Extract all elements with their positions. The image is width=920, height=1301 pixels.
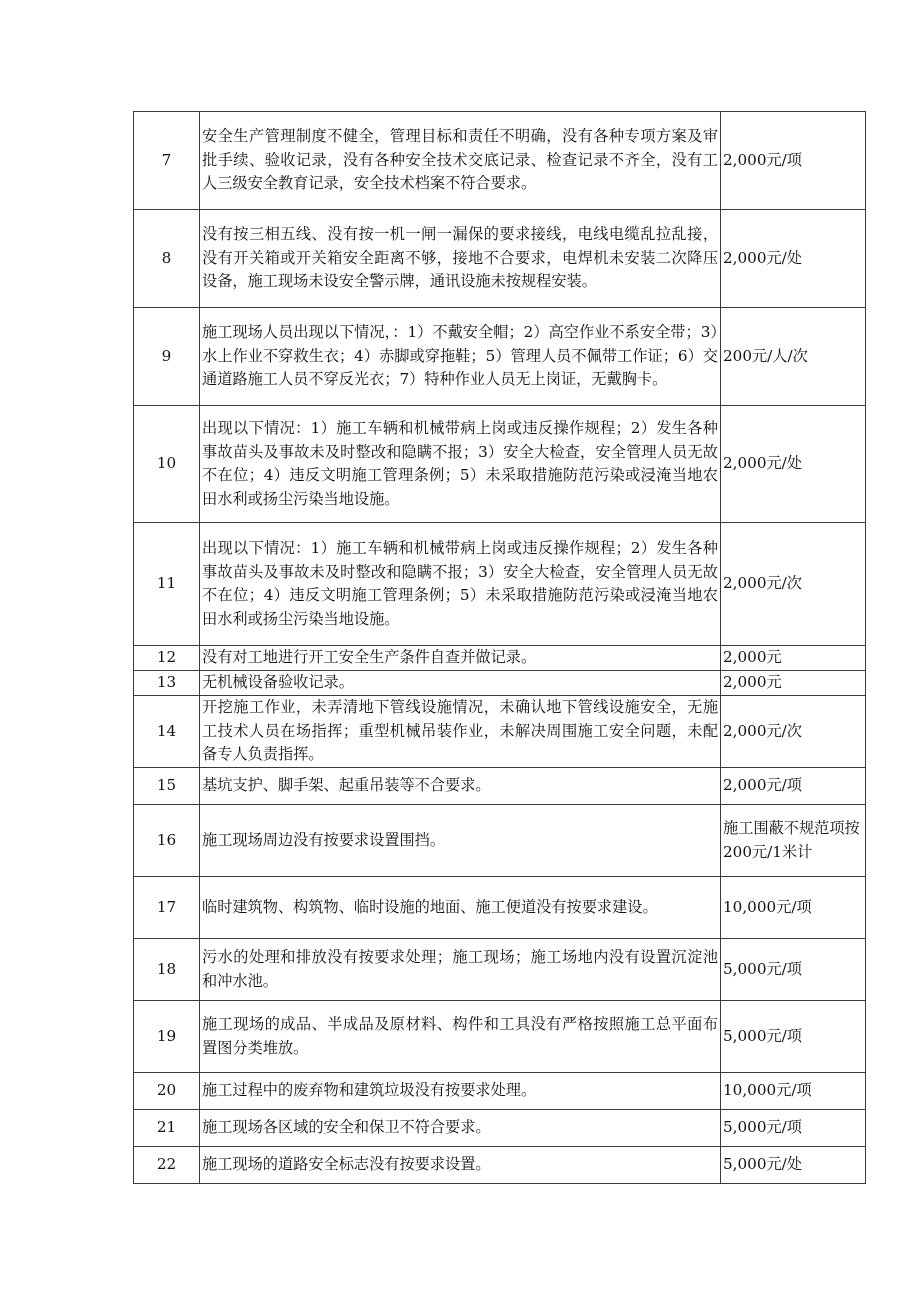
violation-description: 临时建筑物、构筑物、临时设施的地面、施工便道没有按要求建设。 <box>200 877 721 939</box>
penalty-amount: 2,000元/项 <box>721 112 866 210</box>
row-number: 15 <box>134 768 200 805</box>
violation-description: 施工现场的成品、半成品及原材料、构件和工具没有严格按照施工总平面布置图分类堆放。 <box>200 1001 721 1073</box>
table-row <box>134 1001 866 1073</box>
row-number: 21 <box>134 1110 200 1147</box>
row-number: 9 <box>134 308 200 406</box>
row-number: 22 <box>134 1147 200 1184</box>
penalty-amount: 5,000元/项 <box>721 939 866 1001</box>
row-number: 12 <box>134 646 200 671</box>
violation-description: 基坑支护、脚手架、起重吊装等不合要求。 <box>200 768 721 805</box>
violation-description: 安全生产管理制度不健全，管理目标和责任不明确，没有各种专项方案及审批手续、验收记录，没有各种安全技术交底记录、检查记录不齐全，没有工人三级安全教育记录，安全技术档案不符合要求。 <box>200 112 721 210</box>
table-row <box>134 671 866 696</box>
table-row <box>134 406 866 523</box>
row-number: 7 <box>134 112 200 210</box>
table-row <box>134 939 866 1001</box>
row-number: 10 <box>134 406 200 523</box>
penalty-amount: 2,000元/次 <box>721 696 866 768</box>
penalty-amount: 10,000元/项 <box>721 1073 866 1110</box>
violation-description: 施工过程中的废弃物和建筑垃圾没有按要求处理。 <box>200 1073 721 1110</box>
row-number: 11 <box>134 523 200 646</box>
row-number: 13 <box>134 671 200 696</box>
table-row <box>134 1073 866 1110</box>
table-row <box>134 112 866 210</box>
penalty-amount: 5,000元/项 <box>721 1110 866 1147</box>
violation-description: 没有对工地进行开工安全生产条件自查并做记录。 <box>200 646 721 671</box>
penalty-table <box>133 111 866 1184</box>
violation-description: 无机械设备验收记录。 <box>200 671 721 696</box>
penalty-amount: 2,000元/处 <box>721 406 866 523</box>
violation-description: 施工现场周边没有按要求设置围挡。 <box>200 805 721 877</box>
table-row <box>134 696 866 768</box>
violation-description: 没有按三相五线、没有按一机一闸一漏保的要求接线，电线电缆乱拉乱接，没有开关箱或开关箱安全距离不够，接地不合要求，电焊机未安装二次降压设备，施工现场未设安全警示牌，通讯设施未按规程安装。 <box>200 210 721 308</box>
table-row <box>134 308 866 406</box>
penalty-amount: 2,000元 <box>721 646 866 671</box>
violation-description: 出现以下情况：1）施工车辆和机械带病上岗或违反操作规程；2）发生各种事故苗头及事故未及时整改和隐瞒不报；3）安全大检查，安全管理人员无故不在位；4）违反文明施工管理条例；5）未采取措施防范污染或浸淹当地农田水利或扬尘污染当地设施。 <box>200 406 721 523</box>
violation-description: 污水的处理和排放没有按要求处理；施工现场；施工场地内没有设置沉淀池和冲水池。 <box>200 939 721 1001</box>
row-number: 17 <box>134 877 200 939</box>
row-number: 19 <box>134 1001 200 1073</box>
violation-description: 施工现场各区域的安全和保卫不符合要求。 <box>200 1110 721 1147</box>
violation-description: 施工现场的道路安全标志没有按要求设置。 <box>200 1147 721 1184</box>
penalty-amount: 5,000元/处 <box>721 1147 866 1184</box>
penalty-amount: 10,000元/项 <box>721 877 866 939</box>
table-row <box>134 210 866 308</box>
violation-description: 出现以下情况：1）施工车辆和机械带病上岗或违反操作规程；2）发生各种事故苗头及事故未及时整改和隐瞒不报；3）安全大检查，安全管理人员无故不在位；4）违反文明施工管理条例；5）未采取措施防范污染或浸淹当地农田水利或扬尘污染当地设施。 <box>200 523 721 646</box>
row-number: 16 <box>134 805 200 877</box>
table-row <box>134 523 866 646</box>
violation-description: 开挖施工作业，未弄清地下管线设施情况，未确认地下管线设施安全，无施工技术人员在场指挥；重型机械吊装作业，未解决周围施工安全问题，未配备专人负责指挥。 <box>200 696 721 768</box>
penalty-amount: 200元/人/次 <box>721 308 866 406</box>
penalty-amount: 5,000元/项 <box>721 1001 866 1073</box>
table-row <box>134 1147 866 1184</box>
penalty-amount: 施工围蔽不规范项按200元/1米计 <box>721 805 866 877</box>
penalty-amount: 2,000元/项 <box>721 768 866 805</box>
penalty-amount: 2,000元/处 <box>721 210 866 308</box>
row-number: 14 <box>134 696 200 768</box>
table-row <box>134 877 866 939</box>
row-number: 18 <box>134 939 200 1001</box>
table-row <box>134 768 866 805</box>
violation-description: 施工现场人员出现以下情况，：1）不戴安全帽；2）高空作业不系安全带；3）水上作业不穿救生衣；4）赤脚或穿拖鞋；5）管理人员不佩带工作证；6）交通道路施工人员不穿反光衣；7）特种作业人员无上岗证，无戴胸卡。 <box>200 308 721 406</box>
table-row <box>134 805 866 877</box>
table-row <box>134 1110 866 1147</box>
table-row <box>134 646 866 671</box>
penalty-amount: 2,000元 <box>721 671 866 696</box>
row-number: 20 <box>134 1073 200 1110</box>
row-number: 8 <box>134 210 200 308</box>
penalty-amount: 2,000元/次 <box>721 523 866 646</box>
